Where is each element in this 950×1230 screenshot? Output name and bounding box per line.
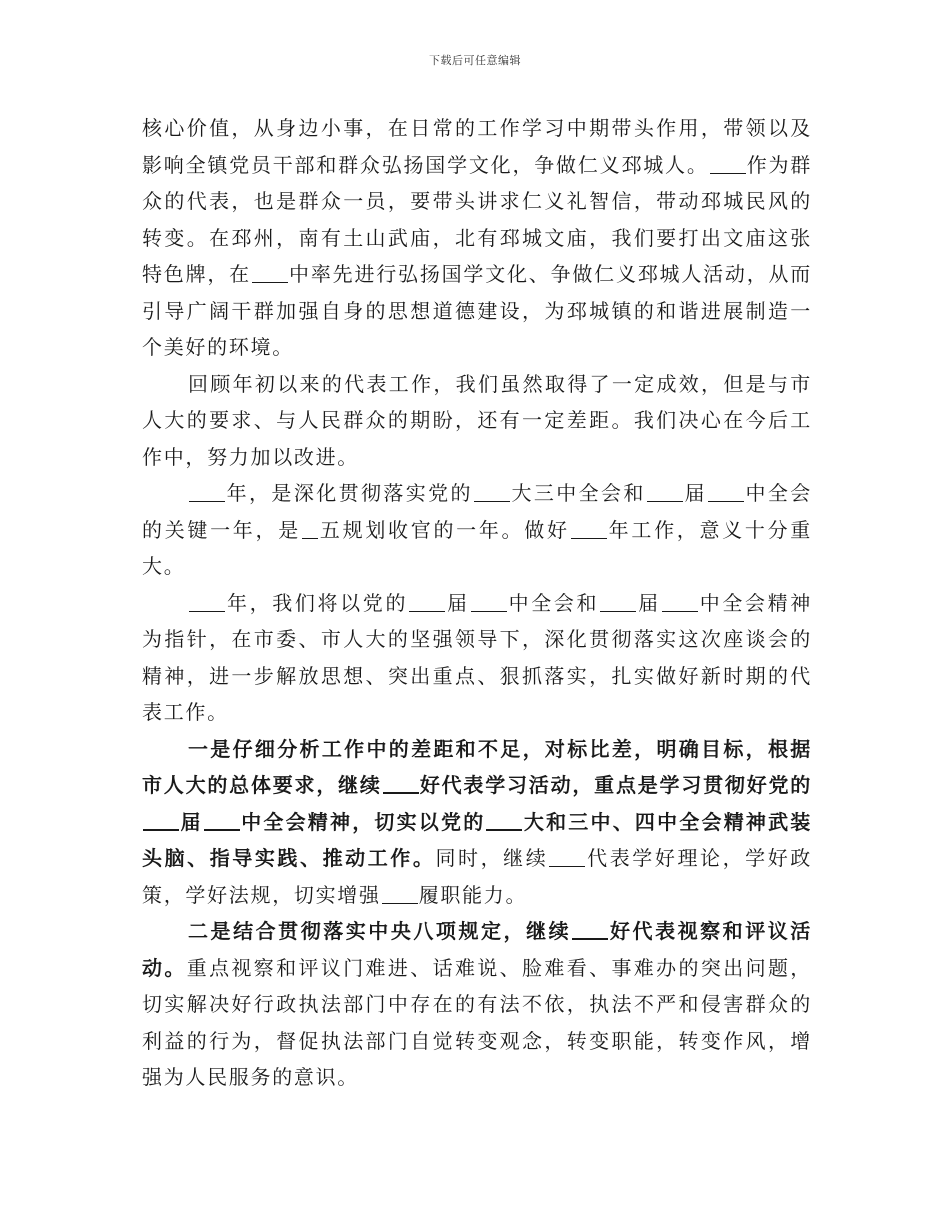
bold-text: 中全会精神，切实以党的 (240, 809, 486, 834)
fill-in-blank (600, 591, 636, 612)
text-run: 中全会精神为指针，在市委、市人大的坚强领导下，深化贯彻落实这次座谈会的精神，进一步解放思想、突出重点、狠抓落实，扎实做好新时期的代表工作。 (142, 590, 813, 724)
fill-in-blank (143, 809, 179, 831)
fill-in-blank (471, 591, 507, 612)
fill-in-blank (383, 772, 419, 794)
fill-in-blank (189, 591, 225, 612)
text-run: 作为群众的代表，也是群众一员，要带头讲求仁义礼智信，带动邳城民风的转变。在邳州，南有土山武庙，北有邳城文庙，我们要打出文庙这张特色牌，在 (142, 152, 812, 286)
fill-in-blank (708, 481, 744, 502)
bold-text: 届 (180, 809, 203, 834)
text-run: 五规划收官的一年。做好 (318, 517, 570, 542)
text-run: 核心价值，从身边小事，在日常的工作学习中期带头作用，带领以及影响全镇党员干部和群众弘扬国学文化，争做仁义邳城人。 (142, 116, 812, 177)
text-run: 年工作，意义十分重大。 (142, 517, 812, 578)
fill-in-blank (647, 481, 683, 502)
bold-text: 好代表学习活动，重点是学习贯彻好党的 (419, 773, 813, 797)
paragraph (142, 585, 812, 731)
bold-text: 好代表视察和评议活动。 (142, 919, 812, 980)
text-run: 代表学好理论，学好政策，学好法规，切实增强 (142, 846, 813, 907)
fill-in-blank (474, 481, 510, 502)
fill-in-blank (302, 518, 318, 539)
bold-text: 一是仔细分析工作中的差距和不足，对标比差，明确目标，根据市人大的总体要求，继续 (142, 736, 812, 797)
text-run: 届 (446, 590, 470, 615)
fill-in-blank (710, 153, 746, 174)
paragraph (142, 913, 812, 1096)
text-run: 年，我们将以党的 (226, 590, 409, 615)
text-run: 回顾年初以来的代表工作，我们虽然取得了一定成效，但是与市人大的要求、与人民群众的期盼，还有一定差距。我们决心在今后工作中，努力加以改进。 (142, 371, 812, 469)
fill-in-blank (189, 481, 225, 502)
paragraph (142, 366, 812, 476)
paragraph (142, 731, 812, 914)
text-run: 中全会的关键一年，是 (142, 481, 812, 542)
text-run: 中全会和 (507, 590, 600, 615)
bold-text: 二是结合贯彻落实中央八项规定，继续 (188, 919, 572, 943)
fill-in-blank (204, 809, 240, 831)
fill-in-blank (252, 262, 288, 283)
fill-in-blank (549, 846, 585, 867)
text-run: 同时，继续 (435, 846, 549, 870)
fill-in-blank (409, 591, 445, 612)
document-body (142, 110, 812, 1096)
text-run: 届 (683, 481, 707, 505)
fill-in-blank (571, 518, 607, 539)
text-run: 届 (637, 590, 661, 615)
text-run: 重点视察和评议门难进、话难说、脸难看、事难办的突出问题，切实解决好行政执法部门中存在的有法不依，执法不严和侵害群众的利益的行为，督促执法部门自觉转变观念，转变职能，转变作风，增强为人民服务的意识。 (142, 955, 812, 1089)
fill-in-blank (662, 591, 698, 612)
page-header: 下载后可任意编辑 (429, 54, 521, 67)
fill-in-blank (486, 809, 522, 831)
bold-text: 大和三中、四中全会精神武装头脑、指导实践、推动工作。 (142, 809, 812, 870)
text-run: 履职能力。 (418, 882, 528, 907)
paragraph (142, 475, 812, 585)
text-run: 中率先进行弘扬国学文化、争做仁义邳城人活动，从而引导广阔干群加强自身的思想道德建设，为邳城镇的和谐进展制造一个美好的环境。 (142, 262, 812, 359)
fill-in-blank (382, 883, 418, 904)
paragraph (142, 110, 812, 366)
text-run: 大三中全会和 (510, 481, 646, 505)
text-run: 年，是深化贯彻落实党的 (226, 481, 473, 505)
fill-in-blank (572, 918, 608, 940)
